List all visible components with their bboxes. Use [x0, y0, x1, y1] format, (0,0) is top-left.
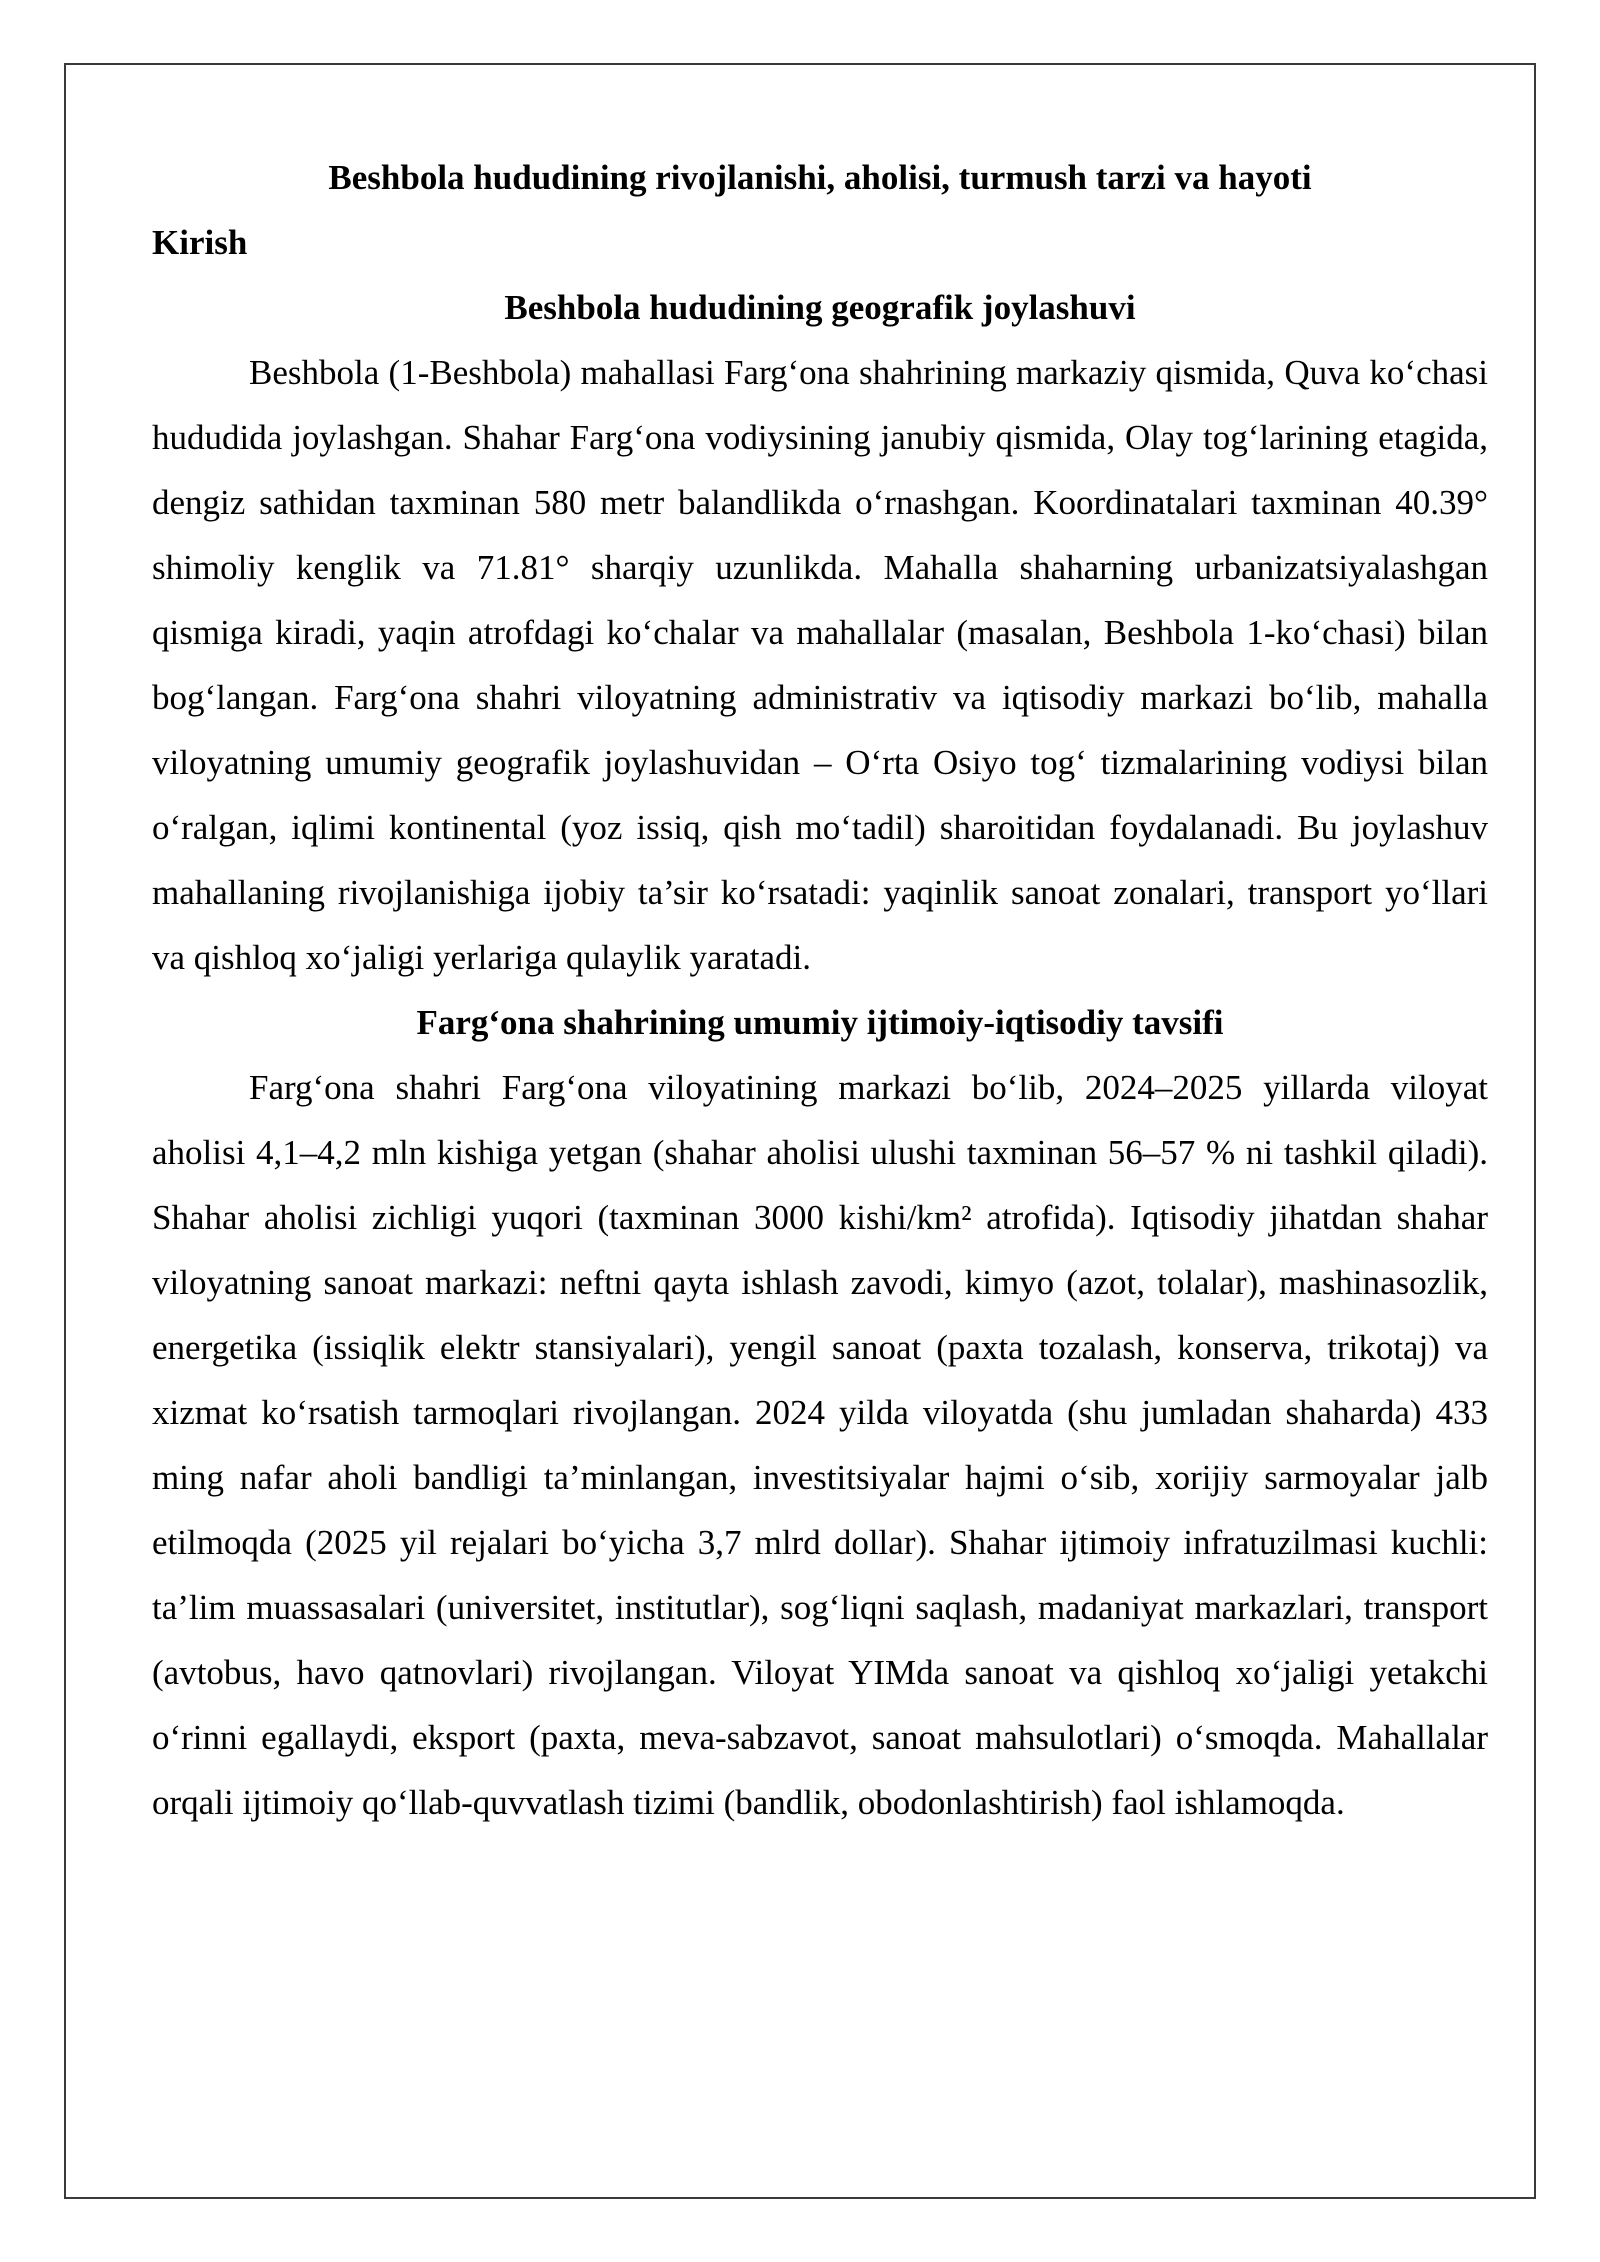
- intro-heading: Kirish: [152, 223, 248, 262]
- paragraph-socioeconomic: Farg‘ona shahri Farg‘ona viloyatining markazi bo‘lib, 2024–2025 yillarda viloyat aholisi 4,1–4,2 mln kishiga yetgan (shahar aholisi ulushi taxminan 56–57 % ni tashkil qiladi). Shahar aholisi zichligi yuqori (taxminan 3000 kishi/km² atrofida). Iqtisodiy jihatdan shahar viloyatning sanoat markazi: neftni qayta ishlash zavodi, kimyo (azot, tolalar), mashinasozlik, energetika (issiqlik elektr stansiyalari), yengil sanoat (paxta tozalash, konserva, trikotaj) va xizmat ko‘rsatish tarmoqlari rivojlangan. 2024 yilda viloyatda (shu jumladan shaharda) 433 ming nafar aholi bandligi ta’minlangan, investitsiyalar hajmi o‘sib, xorijiy sarmoyalar jalb etilmoqda (2025 yil rejalari bo‘yicha 3,7 mlrd dollar). Shahar ijtimoiy infratuzilmasi kuchli: ta’lim muassasalari (universitet, institutlar), sog‘liqni saqlash, madaniyat markazlari, transport (avtobus, havo qatnovlari) rivojlangan. Viloyat YIMda sanoat va qishloq xo‘jaligi yetakchi o‘rinni egallaydi, eksport (paxta, meva-sabzavot, sanoat mahsulotlari) o‘smoqda. Mahallalar orqali ijtimoiy qo‘llab-quvvatlash tizimi (bandlik, obodonlashtirish) faol ishlamoqda.: [152, 1068, 1488, 1822]
- document-title: Beshbola hududining rivojlanishi, aholisi, turmush tarzi va hayoti: [328, 158, 1312, 197]
- document-body: [152, 145, 1488, 1835]
- section-heading-socioeconomic: Farg‘ona shahrining umumiy ijtimoiy-iqtisodiy tavsifi: [416, 1003, 1224, 1042]
- section-heading-geography: Beshbola hududining geografik joylashuvi: [504, 288, 1136, 327]
- paragraph-geography: Beshbola (1-Beshbola) mahallasi Farg‘ona shahrining markaziy qismida, Quva ko‘chasi hududida joylashgan. Shahar Farg‘ona vodiysining janubiy qismida, Olay tog‘larining etagida, dengiz sathidan taxminan 580 metr balandlikda o‘rnashgan. Koordinatalari taxminan 40.39° shimoliy kenglik va 71.81° sharqiy uzunlikda. Mahalla shaharning urbanizatsiyalashgan qismiga kiradi, yaqin atrofdagi ko‘chalar va mahallalar (masalan, Beshbola 1-ko‘chasi) bilan bog‘langan. Farg‘ona shahri viloyatning administrativ va iqtisodiy markazi bo‘lib, mahalla viloyatning umumiy geografik joylashuvidan – O‘rta Osiyo tog‘ tizmalarining vodiysi bilan o‘ralgan, iqlimi kontinental (yoz issiq, qish mo‘tadil) sharoitidan foydalanadi. Bu joylashuv mahallaning rivojlanishiga ijobiy ta’sir ko‘rsatadi: yaqinlik sanoat zonalari, transport yo‘llari va qishloq xo‘jaligi yerlariga qulaylik yaratadi.: [152, 353, 1488, 977]
